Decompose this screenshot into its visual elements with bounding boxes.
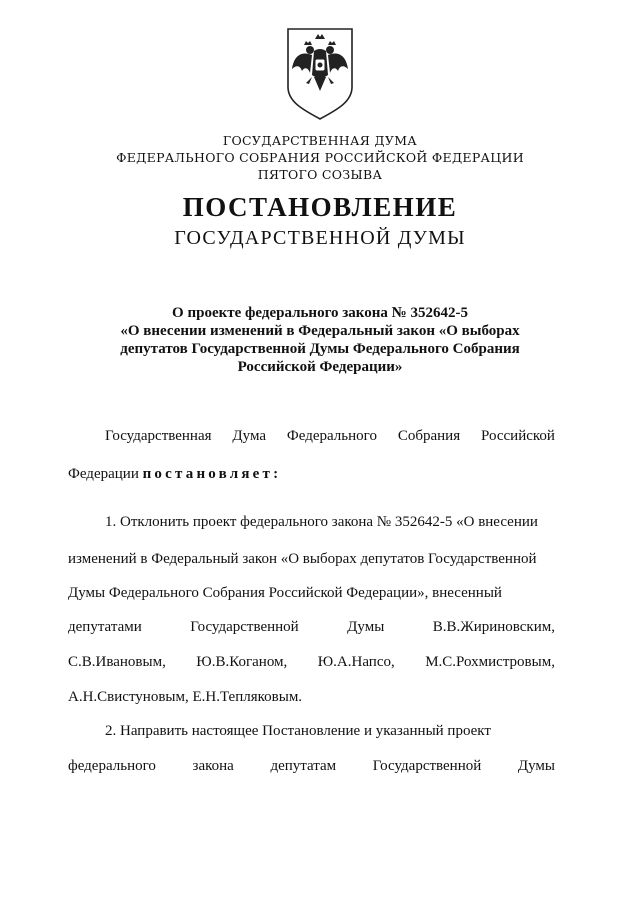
page-title: ПОСТАНОВЛЕНИЕ xyxy=(182,192,458,222)
page-subtitle: ГОСУДАРСТВЕННОЙ ДУМЫ xyxy=(174,227,466,249)
item2-word: Думы xyxy=(517,758,555,774)
subject-line-4: Российской Федерации» xyxy=(237,359,403,375)
coat-of-arms-icon xyxy=(282,25,358,123)
item2-word: депутатам xyxy=(270,758,337,774)
item2-word: закона xyxy=(192,758,234,774)
item1-text: 1. Отклонить проект федерального закона № 352642-5 «О внесении xyxy=(105,514,538,530)
subject-line-1: О проекте федерального закона № 352642-5 xyxy=(172,305,468,321)
item1-line-4 xyxy=(68,619,555,636)
intro-line-1 xyxy=(105,428,555,445)
intro-word: Дума xyxy=(232,428,267,444)
item1-line-2: изменений в Федеральный закон «О выборах депутатов Государственной xyxy=(68,551,537,567)
item2-line-2 xyxy=(68,758,555,775)
item1-word: Ю.А.Напсо, xyxy=(317,654,395,670)
item1-word: С.В.Ивановым, xyxy=(68,654,166,670)
header-line-1: ГОСУДАРСТВЕННАЯ ДУМА xyxy=(222,133,418,148)
item1-line-3: Думы Федерального Собрания Российской Федерации», внесенный xyxy=(68,585,502,601)
item1-word: Думы xyxy=(347,619,385,635)
subject-line-2: «О внесении изменений в Федеральный закон «О выборах xyxy=(120,323,520,339)
item1-line-6: А.Н.Свистуновым, Е.Н.Тепляковым. xyxy=(68,689,303,705)
item1-word: депутатами xyxy=(68,619,142,635)
intro-word: Российской xyxy=(481,428,555,444)
item2-word: Государственной xyxy=(372,758,482,774)
intro-decrees: постановляет: xyxy=(142,466,282,482)
item1-word: В.В.Жириновским, xyxy=(432,619,555,635)
intro-word: Государственная xyxy=(105,428,212,444)
header-line-2: ФЕДЕРАЛЬНОГО СОБРАНИЯ РОССИЙСКОЙ ФЕДЕРАЦИИ xyxy=(116,150,524,165)
subject-line-3: депутатов Государственной Думы Федерального Собрания xyxy=(120,341,520,357)
item1-word: Ю.В.Коганом, xyxy=(196,654,288,670)
item2-word: федерального xyxy=(68,758,156,774)
intro-line-2 xyxy=(68,466,281,483)
intro-federation: Федерации xyxy=(68,466,139,482)
item1-line-5 xyxy=(68,654,555,671)
item1-word: М.С.Рохмистровым, xyxy=(425,654,555,670)
intro-word: Федерального xyxy=(286,428,377,444)
item1-word: Государственной xyxy=(190,619,299,635)
header-line-3: ПЯТОГО СОЗЫВА xyxy=(257,167,383,182)
intro-word: Собрания xyxy=(397,428,461,444)
item1-line-1 xyxy=(105,514,555,531)
item2-text: 2. Направить настоящее Постановление и указанный проект xyxy=(105,723,491,739)
item2-line-1 xyxy=(105,723,555,740)
